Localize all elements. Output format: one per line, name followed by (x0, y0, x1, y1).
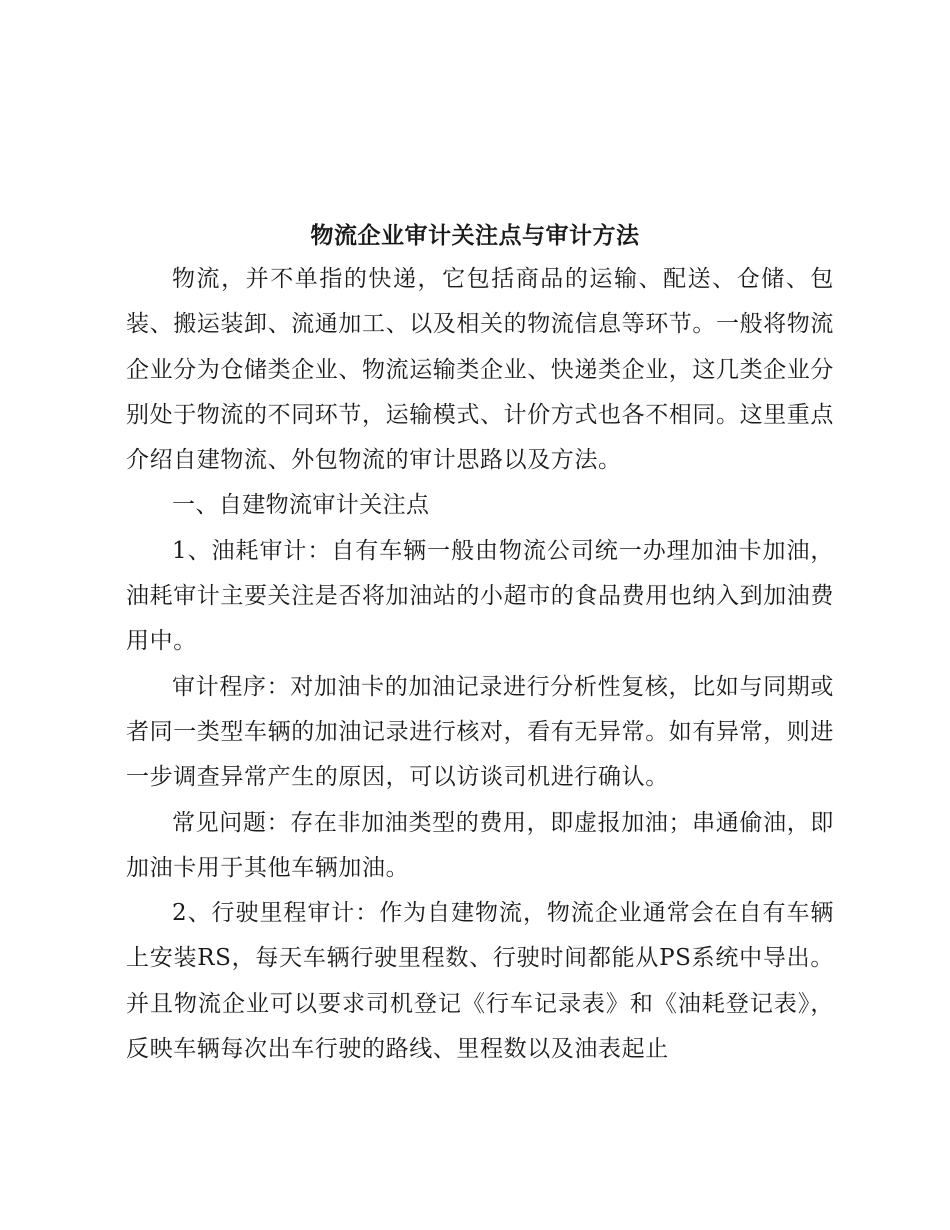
mileage-audit-paragraph: 2、行驶里程审计：作为自建物流，物流企业通常会在自有车辆上安装RS，每天车辆行驶里程数、行驶时间都能从PS系统中导出。并且物流企业可以要求司机登记《行车记录表》和《油耗登记表》，反映车辆每次出车行驶的路线、里程数以及油表起止 (126, 900, 834, 1063)
intro-paragraph: 物流，并不单指的快递，它包括商品的运输、配送、仓储、包装、搬运装卸、流通加工、以及相关的物流信息等环节。一般将物流企业分为仓储类企业、物流运输类企业、快递类企业，这几类企业分别处于物流的不同环节，运输模式、计价方式也各不相同。这里重点介绍自建物流、外包物流的审计思路以及方法。 (126, 266, 834, 474)
document-body (126, 257, 834, 1072)
document-title: 物流企业审计关注点与审计方法 (310, 222, 640, 249)
section-heading: 一、自建物流审计关注点 (172, 492, 430, 519)
common-issues-paragraph: 常见问题：存在非加油类型的费用，即虚报加油；串通偷油，即加油卡用于其他车辆加油。 (126, 809, 834, 881)
fuel-audit-paragraph: 1、油耗审计：自有车辆一般由物流公司统一办理加油卡加油，油耗审计主要关注是否将加油站的小超市的食品费用也纳入到加油费用中。 (126, 537, 834, 655)
audit-procedure-paragraph: 审计程序：对加油卡的加油记录进行分析性复核，比如与同期或者同一类型车辆的加油记录进行核对，看有无异常。如有异常，则进一步调查异常产生的原因，可以访谈司机进行确认。 (126, 673, 834, 791)
